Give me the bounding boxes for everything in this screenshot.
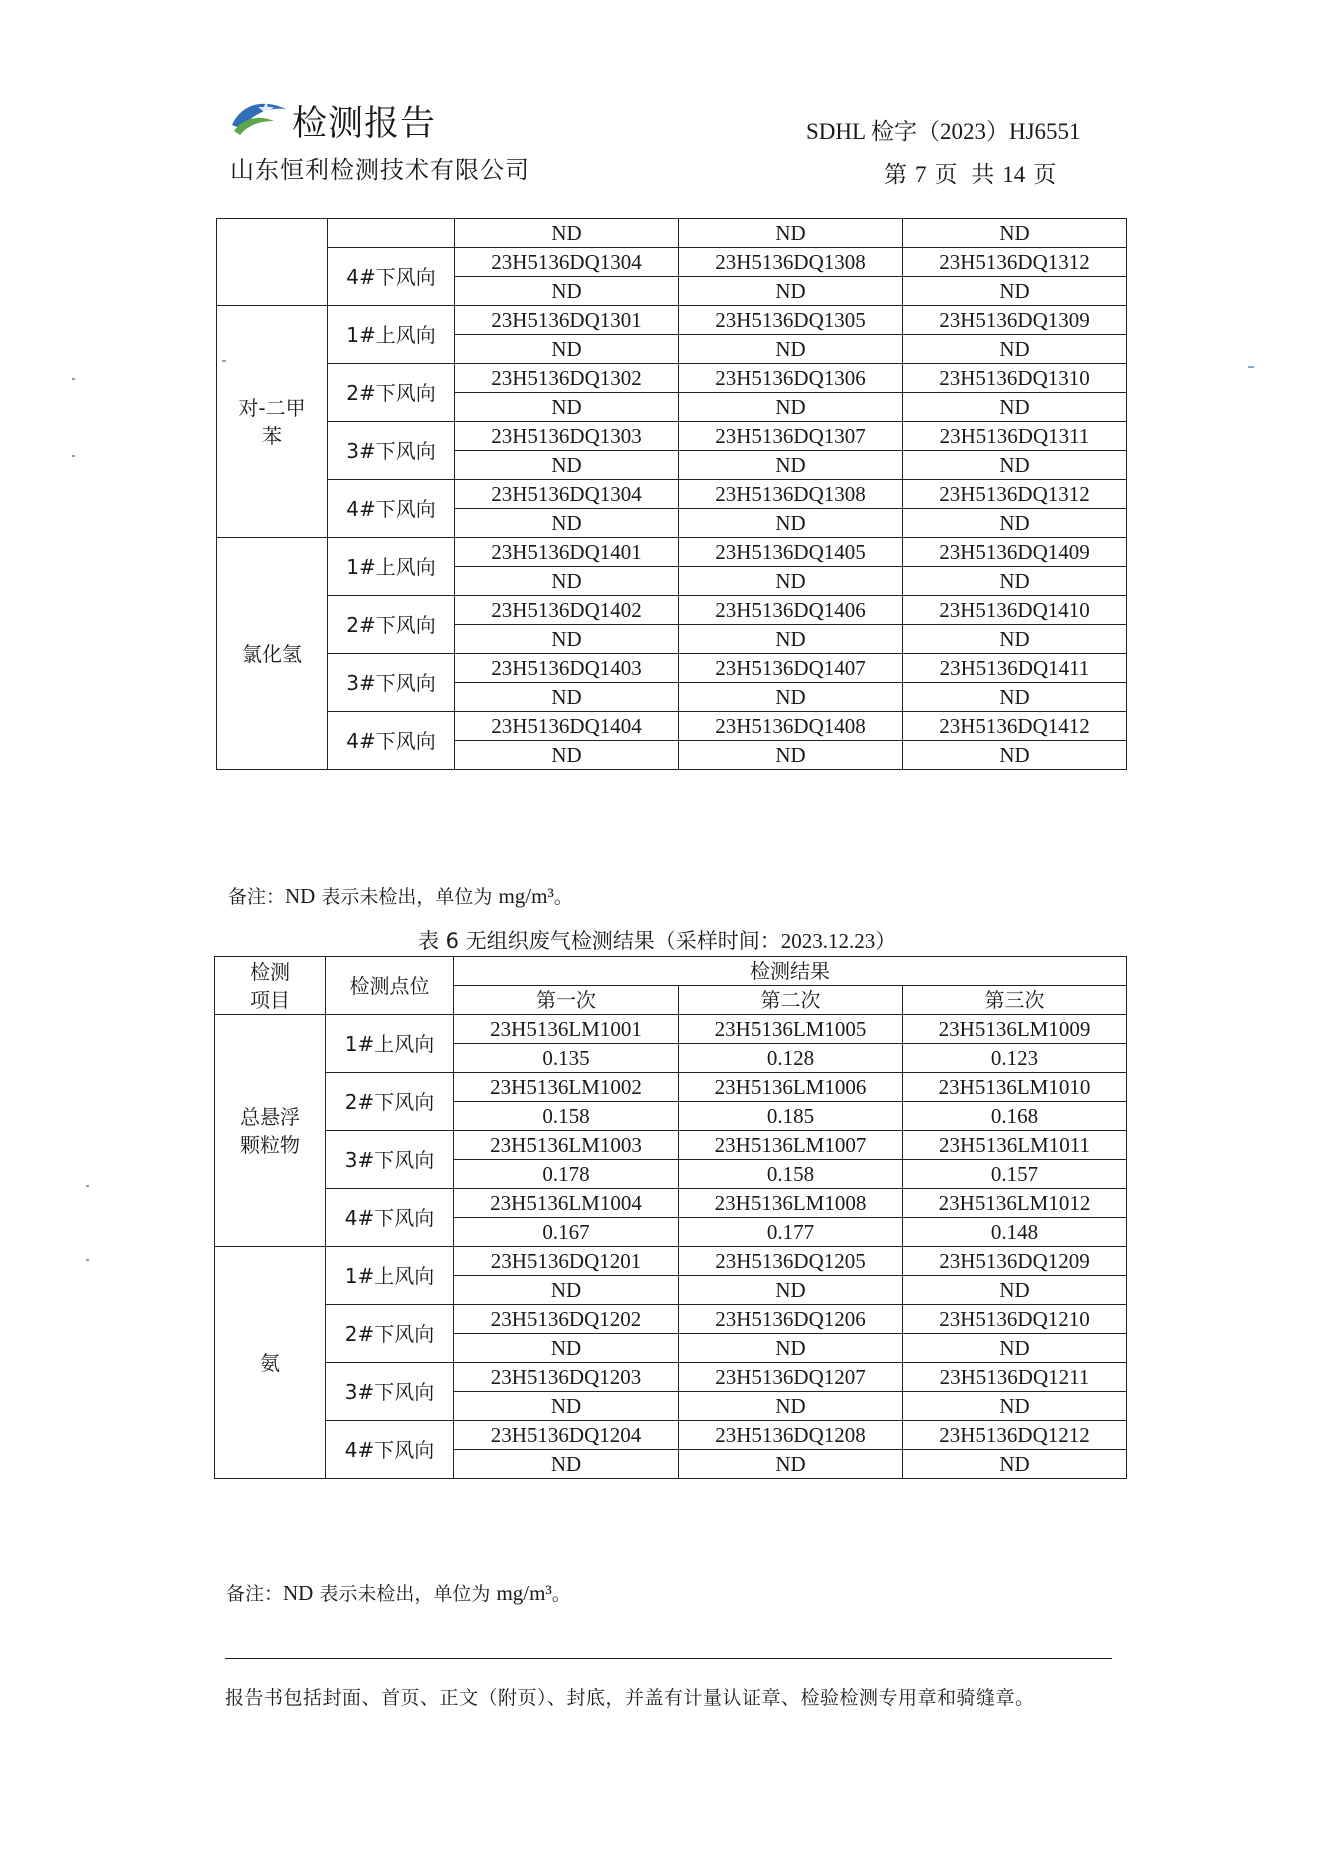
- result-value-cell: ND: [903, 219, 1127, 248]
- result-value-cell: ND: [903, 741, 1127, 770]
- head-item: 检测项目: [215, 957, 326, 1015]
- sample-id-cell: 23H5136DQ1209: [903, 1247, 1127, 1276]
- result-value-cell: ND: [679, 741, 903, 770]
- table-row: [215, 1421, 1127, 1450]
- result-value-cell: ND: [903, 1392, 1127, 1421]
- sample-id-cell: 23H5136LM1010: [903, 1073, 1127, 1102]
- result-value-cell: 0.177: [679, 1218, 903, 1247]
- sample-id-cell: 23H5136DQ1410: [903, 596, 1127, 625]
- table-row: [217, 219, 1127, 248]
- note-mid: 表示未检出，单位为: [313, 1583, 497, 1605]
- caption-post: ）: [875, 929, 897, 953]
- scan-speck: [72, 378, 75, 380]
- scan-speck: [72, 455, 75, 457]
- sample-id-cell: 23H5136DQ1206: [679, 1305, 903, 1334]
- sample-id-cell: 23H5136DQ1304: [455, 480, 679, 509]
- table-row: [217, 538, 1127, 567]
- sample-id-cell: 23H5136LM1006: [679, 1073, 903, 1102]
- table-row: [217, 480, 1127, 509]
- sampling-point-cell: 4#下风向: [328, 248, 455, 306]
- sample-id-cell: 23H5136DQ1408: [679, 712, 903, 741]
- sampling-point-cell: 3#下风向: [328, 422, 455, 480]
- page-total: 14: [1002, 162, 1026, 187]
- sample-id-cell: 23H5136DQ1207: [679, 1363, 903, 1392]
- result-value-cell: ND: [455, 393, 679, 422]
- result-value-cell: ND: [679, 335, 903, 364]
- result-value-cell: ND: [455, 335, 679, 364]
- sample-id-cell: 23H5136DQ1212: [903, 1421, 1127, 1450]
- table-row: [217, 654, 1127, 683]
- result-value-cell: ND: [454, 1276, 679, 1305]
- sample-id-cell: 23H5136DQ1308: [679, 248, 903, 277]
- results-table-6: [214, 956, 1127, 1479]
- sample-id-cell: 23H5136DQ1312: [903, 480, 1127, 509]
- result-value-cell: 0.135: [454, 1044, 679, 1073]
- table-row: [217, 248, 1127, 277]
- sampling-point-cell: 1#上风向: [326, 1247, 454, 1305]
- sample-id-cell: 23H5136LM1002: [454, 1073, 679, 1102]
- caption-date: 2023.12.23: [780, 929, 876, 953]
- sample-id-cell: 23H5136LM1001: [454, 1015, 679, 1044]
- sample-id-cell: 23H5136DQ1205: [679, 1247, 903, 1276]
- result-value-cell: ND: [455, 567, 679, 596]
- result-value-cell: ND: [455, 509, 679, 538]
- scan-speck: [222, 360, 226, 362]
- company-name: 山东恒利检测技术有限公司: [230, 156, 530, 184]
- test-item-cell: 对-二甲苯: [217, 306, 328, 538]
- sampling-point-cell: 3#下风向: [328, 654, 455, 712]
- result-value-cell: 0.167: [454, 1218, 679, 1247]
- sample-id-cell: 23H5136DQ1405: [679, 538, 903, 567]
- result-value-cell: ND: [903, 509, 1127, 538]
- result-value-cell: 0.185: [679, 1102, 903, 1131]
- sample-id-cell: 23H5136DQ1306: [679, 364, 903, 393]
- sample-id-cell: 23H5136LM1004: [454, 1189, 679, 1218]
- note-prefix: 备注：: [228, 886, 286, 908]
- result-value-cell: ND: [679, 1392, 903, 1421]
- sample-id-cell: 23H5136DQ1403: [455, 654, 679, 683]
- note-mid: 表示未检出，单位为: [315, 886, 499, 908]
- page-prefix: 第: [884, 162, 907, 187]
- note-nd: ND: [283, 1581, 314, 1605]
- sample-id-cell: 23H5136DQ1203: [454, 1363, 679, 1392]
- result-value-cell: ND: [903, 567, 1127, 596]
- sample-id-cell: 23H5136DQ1406: [679, 596, 903, 625]
- result-value-cell: 0.128: [679, 1044, 903, 1073]
- table2-note: [226, 1579, 571, 1606]
- result-value-cell: ND: [455, 451, 679, 480]
- table-row: [215, 1131, 1127, 1160]
- sample-id-cell: 23H5136DQ1411: [903, 654, 1127, 683]
- sample-id-cell: 23H5136DQ1303: [455, 422, 679, 451]
- sample-id-cell: 23H5136LM1009: [903, 1015, 1127, 1044]
- sample-id-cell: 23H5136DQ1402: [455, 596, 679, 625]
- table-row: [215, 1363, 1127, 1392]
- page-suffix: 页: [1033, 162, 1057, 187]
- sample-id-cell: 23H5136LM1011: [903, 1131, 1127, 1160]
- result-value-cell: 0.178: [454, 1160, 679, 1189]
- results-table-continued: [216, 218, 1127, 770]
- sampling-point-cell: 4#下风向: [328, 480, 455, 538]
- table-row: [215, 1189, 1127, 1218]
- test-item-cell: 氨: [215, 1247, 326, 1479]
- result-value-cell: ND: [455, 683, 679, 712]
- sample-id-cell: 23H5136DQ1208: [679, 1421, 903, 1450]
- table-row: [215, 1247, 1127, 1276]
- footer-text: 报告书包括封面、首页、正文（附页）、封底，并盖有计量认证章、检验检测专用章和骑缝章。: [225, 1687, 1035, 1709]
- result-value-cell: 0.148: [903, 1218, 1127, 1247]
- sampling-point-cell: 1#上风向: [328, 538, 455, 596]
- sampling-point-cell: 4#下风向: [328, 712, 455, 770]
- result-value-cell: ND: [679, 567, 903, 596]
- result-value-cell: 0.168: [903, 1102, 1127, 1131]
- sample-id-cell: 23H5136DQ1305: [679, 306, 903, 335]
- result-value-cell: ND: [903, 625, 1127, 654]
- result-value-cell: ND: [903, 1334, 1127, 1363]
- table-row: [217, 306, 1127, 335]
- head-point: 检测点位: [326, 957, 454, 1015]
- sampling-point-cell: 2#下风向: [326, 1305, 454, 1363]
- sampling-point-cell: 2#下风向: [328, 596, 455, 654]
- result-value-cell: ND: [679, 1334, 903, 1363]
- sample-id-cell: 23H5136DQ1309: [903, 306, 1127, 335]
- result-value-cell: ND: [679, 451, 903, 480]
- sample-id-cell: 23H5136DQ1307: [679, 422, 903, 451]
- result-value-cell: ND: [903, 1276, 1127, 1305]
- head-run-2: 第二次: [679, 986, 903, 1015]
- result-value-cell: ND: [455, 741, 679, 770]
- result-value-cell: ND: [679, 1450, 903, 1479]
- table2-head: [215, 957, 1127, 1015]
- sampling-point-cell: 4#下风向: [326, 1421, 454, 1479]
- result-value-cell: ND: [679, 1276, 903, 1305]
- head-run-3: 第三次: [903, 986, 1127, 1015]
- result-value-cell: ND: [903, 277, 1127, 306]
- result-value-cell: ND: [903, 335, 1127, 364]
- sample-id-cell: 23H5136DQ1412: [903, 712, 1127, 741]
- sample-id-cell: 23H5136DQ1312: [903, 248, 1127, 277]
- report-title: 检测报告: [292, 104, 437, 144]
- result-value-cell: ND: [903, 1450, 1127, 1479]
- sampling-point-cell: 1#上风向: [328, 306, 455, 364]
- result-value-cell: ND: [455, 625, 679, 654]
- table2-body: [215, 1015, 1127, 1479]
- result-value-cell: ND: [679, 683, 903, 712]
- result-value-cell: ND: [679, 277, 903, 306]
- sampling-point-cell: 3#下风向: [326, 1131, 454, 1189]
- page-mid: 页 共: [934, 162, 995, 187]
- sample-id-cell: 23H5136DQ1210: [903, 1305, 1127, 1334]
- table-row: [217, 422, 1127, 451]
- sampling-point-cell: 4#下风向: [326, 1189, 454, 1247]
- result-value-cell: ND: [679, 393, 903, 422]
- note-unit: mg/m³: [498, 884, 554, 908]
- caption-pre: 表 6 无组织废气检测结果（采样时间：: [418, 929, 781, 953]
- result-value-cell: 0.158: [454, 1102, 679, 1131]
- page-indicator: [880, 156, 1060, 189]
- sample-id-cell: 23H5136DQ1401: [455, 538, 679, 567]
- result-value-cell: ND: [454, 1392, 679, 1421]
- test-item-cell: 总悬浮颗粒物: [215, 1015, 326, 1247]
- note-end: 。: [551, 1583, 571, 1605]
- result-value-cell: ND: [679, 219, 903, 248]
- footer-divider: [225, 1658, 1112, 1659]
- sample-id-cell: 23H5136DQ1409: [903, 538, 1127, 567]
- table-row: [217, 596, 1127, 625]
- sample-id-cell: 23H5136DQ1201: [454, 1247, 679, 1276]
- head-result: 检测结果: [454, 957, 1127, 986]
- note-unit: mg/m³: [496, 1581, 552, 1605]
- sample-id-cell: 23H5136DQ1202: [454, 1305, 679, 1334]
- result-value-cell: 0.157: [903, 1160, 1127, 1189]
- sample-id-cell: 23H5136DQ1308: [679, 480, 903, 509]
- sample-id-cell: 23H5136LM1005: [679, 1015, 903, 1044]
- sample-id-cell: 23H5136LM1012: [903, 1189, 1127, 1218]
- test-item-cell: 氯化氢: [217, 538, 328, 770]
- sampling-point-cell: 2#下风向: [326, 1073, 454, 1131]
- result-value-cell: ND: [455, 219, 679, 248]
- test-item-cell: [217, 219, 328, 306]
- result-value-cell: ND: [903, 451, 1127, 480]
- sample-id-cell: 23H5136DQ1204: [454, 1421, 679, 1450]
- result-value-cell: 0.123: [903, 1044, 1127, 1073]
- sample-id-cell: 23H5136DQ1301: [455, 306, 679, 335]
- table1-note: [228, 882, 573, 909]
- note-end: 。: [553, 886, 573, 908]
- result-value-cell: 0.158: [679, 1160, 903, 1189]
- note-prefix: 备注：: [226, 1583, 284, 1605]
- sample-id-cell: 23H5136LM1007: [679, 1131, 903, 1160]
- result-value-cell: ND: [455, 277, 679, 306]
- result-value-cell: ND: [454, 1450, 679, 1479]
- note-nd: ND: [285, 884, 316, 908]
- sample-id-cell: 23H5136LM1003: [454, 1131, 679, 1160]
- table-row: [215, 1073, 1127, 1102]
- scan-speck: [86, 1259, 89, 1261]
- sample-id-cell: 23H5136LM1008: [679, 1189, 903, 1218]
- sampling-point-cell: 1#上风向: [326, 1015, 454, 1073]
- company-logo: [230, 95, 288, 137]
- report-number: SDHL 检字（2023）HJ6551: [806, 119, 1081, 144]
- table-row: [215, 1015, 1127, 1044]
- table-row: [217, 712, 1127, 741]
- table-row: [217, 364, 1127, 393]
- sample-id-cell: 23H5136DQ1211: [903, 1363, 1127, 1392]
- table1-body: [217, 219, 1127, 770]
- result-value-cell: ND: [679, 509, 903, 538]
- result-value-cell: ND: [679, 625, 903, 654]
- sampling-point-cell: [328, 219, 455, 248]
- result-value-cell: ND: [454, 1334, 679, 1363]
- sample-id-cell: 23H5136DQ1310: [903, 364, 1127, 393]
- table2-caption: [418, 925, 896, 955]
- page-current: 7: [915, 162, 927, 187]
- sample-id-cell: 23H5136DQ1304: [455, 248, 679, 277]
- head-run-1: 第一次: [454, 986, 679, 1015]
- scan-speck: [1248, 366, 1254, 368]
- result-value-cell: ND: [903, 393, 1127, 422]
- sampling-point-cell: 2#下风向: [328, 364, 455, 422]
- table-row: [215, 1305, 1127, 1334]
- sample-id-cell: 23H5136DQ1302: [455, 364, 679, 393]
- sample-id-cell: 23H5136DQ1407: [679, 654, 903, 683]
- sample-id-cell: 23H5136DQ1404: [455, 712, 679, 741]
- sample-id-cell: 23H5136DQ1311: [903, 422, 1127, 451]
- result-value-cell: ND: [903, 683, 1127, 712]
- sampling-point-cell: 3#下风向: [326, 1363, 454, 1421]
- scan-speck: [86, 1185, 89, 1187]
